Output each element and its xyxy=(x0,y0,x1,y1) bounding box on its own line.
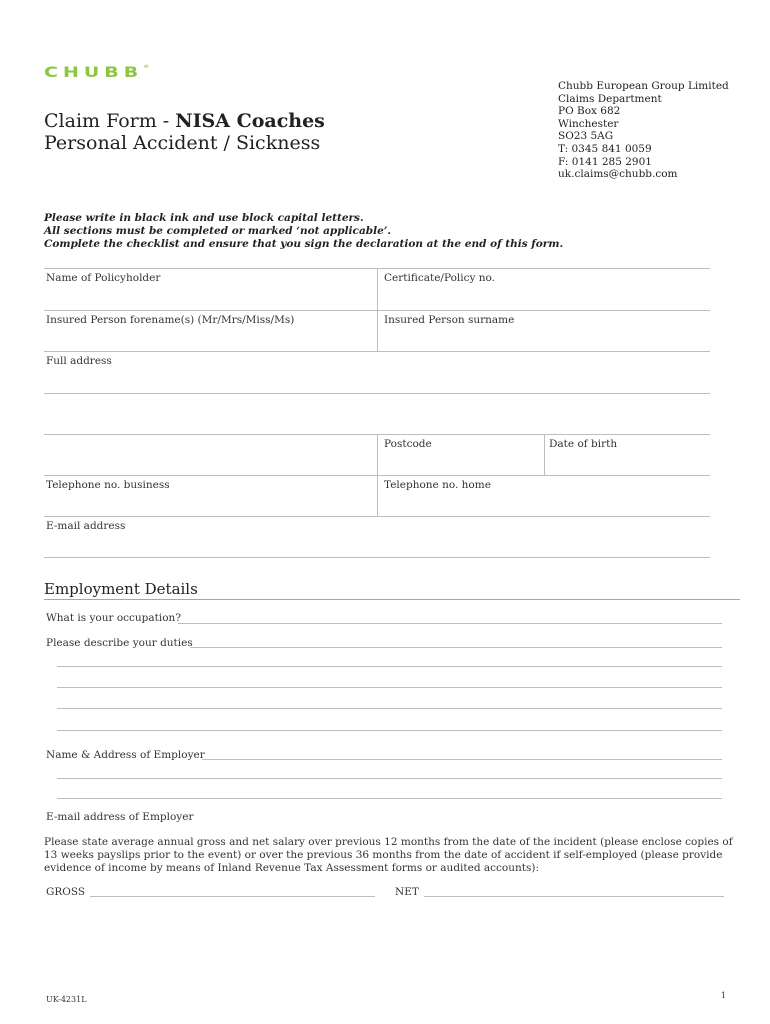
employer-input[interactable] xyxy=(57,778,722,779)
postcode-field[interactable] xyxy=(378,435,543,474)
instruction-line: Complete the checklist and ensure that you sign the declaration at the end of this form. xyxy=(44,237,564,250)
address-line: Claims Department xyxy=(558,92,662,105)
postcode-label: Postcode xyxy=(384,438,432,450)
gross-input[interactable] xyxy=(90,896,375,897)
address-line: SO23 5AG xyxy=(558,130,614,143)
employer-input[interactable] xyxy=(57,798,722,799)
email-label: E-mail address xyxy=(46,520,126,532)
form-subtitle: Personal Accident / Sickness xyxy=(44,132,321,154)
tel-business-field[interactable] xyxy=(44,476,376,515)
dob-field[interactable] xyxy=(545,435,710,474)
occupation-label: What is your occupation? xyxy=(46,612,181,624)
policyholder-field[interactable] xyxy=(44,269,376,309)
instructions xyxy=(44,212,563,250)
address-line: F: 0141 285 2901 xyxy=(558,155,652,168)
gross-label: GROSS xyxy=(46,886,86,898)
forenames-label: Insured Person forename(s) (Mr/Mrs/Miss/Ms) xyxy=(46,314,295,326)
net-input[interactable] xyxy=(424,896,724,897)
duties-input[interactable] xyxy=(57,687,722,688)
instruction-line: All sections must be completed or marked ‘not applicable’. xyxy=(44,224,392,237)
instruction-line: Please write in black ink and use block capital letters. xyxy=(44,212,364,224)
duties-input[interactable] xyxy=(57,730,722,731)
address-line: Chubb European Group Limited xyxy=(558,80,729,92)
page-number: 1 xyxy=(721,991,727,1000)
surname-field[interactable] xyxy=(378,311,710,350)
address-line: uk.claims@chubb.com xyxy=(558,168,678,181)
employer-input[interactable] xyxy=(202,759,722,760)
section-rule xyxy=(44,599,740,600)
form-title xyxy=(44,110,325,132)
tel-home-field[interactable] xyxy=(378,476,710,515)
net-label: NET xyxy=(395,886,419,898)
policy-no-field[interactable] xyxy=(378,269,710,309)
occupation-input[interactable] xyxy=(178,623,722,624)
duties-input[interactable] xyxy=(57,708,722,709)
employer-label: Name & Address of Employer xyxy=(46,749,205,761)
forenames-field[interactable] xyxy=(44,311,376,350)
salary-instructions: Please state average annual gross and net salary over previous 12 months from the date of the incident (please enclose copies of 13 weeks payslips prior to the event) or over the previous 36 months from the date of accident if self-employed (please provide evidence of income by means of Inland Revenue Tax Assessment forms or audited accounts): xyxy=(44,836,733,874)
tel-home-label: Telephone no. home xyxy=(384,479,491,491)
tel-business-label: Telephone no. business xyxy=(46,479,170,491)
address-line: PO Box 682 xyxy=(558,105,621,118)
policy-no-label: Certificate/Policy no. xyxy=(384,272,496,284)
duties-input[interactable] xyxy=(190,647,722,648)
form-title-bold: NISA Coaches xyxy=(175,110,325,132)
surname-label: Insured Person surname xyxy=(384,314,515,326)
address-line: Winchester xyxy=(558,117,619,130)
employer-email-label: E-mail address of Employer xyxy=(46,811,194,823)
email-field[interactable] xyxy=(44,517,710,556)
dob-label: Date of birth xyxy=(549,438,618,450)
form-title-prefix: Claim Form - xyxy=(44,110,176,132)
chubb-logo: CHUBB® xyxy=(44,64,150,81)
company-address xyxy=(558,80,729,181)
address-line: T: 0345 841 0059 xyxy=(558,142,652,155)
form-code: UK-4231L xyxy=(46,995,87,1004)
employment-section-title: Employment Details xyxy=(44,580,198,598)
duties-label: Please describe your duties xyxy=(46,637,193,649)
form-line xyxy=(44,557,710,558)
policyholder-label: Name of Policyholder xyxy=(46,272,161,284)
duties-input[interactable] xyxy=(57,666,722,667)
full-address-label: Full address xyxy=(46,355,112,367)
